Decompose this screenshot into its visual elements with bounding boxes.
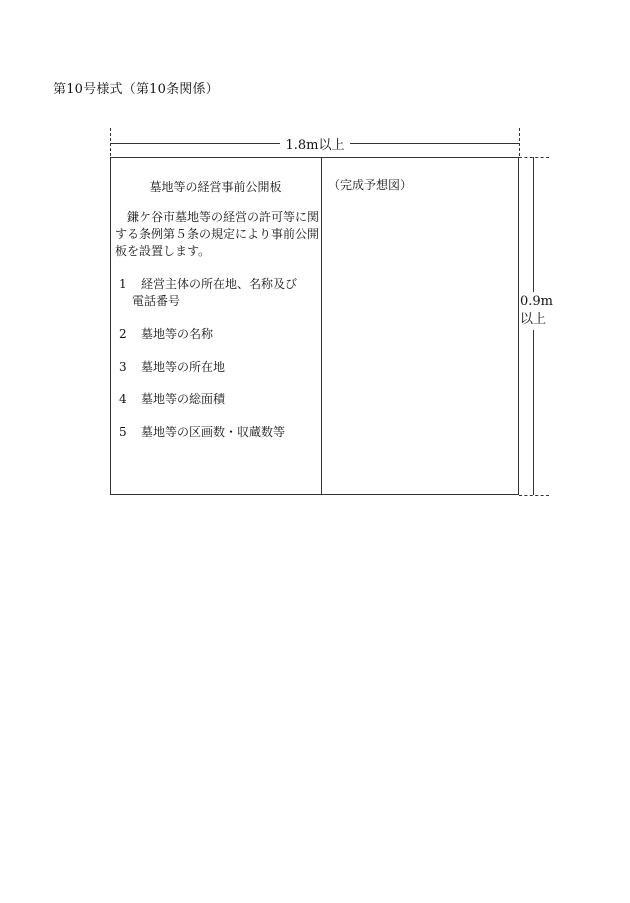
item-text: 経営主体の所在地、名称及び [141, 277, 298, 291]
item-text: 墓地等の所在地 [141, 360, 226, 374]
width-dimension-line-left [110, 143, 280, 144]
item-text: 墓地等の名称 [141, 327, 214, 341]
board-item-5 [119, 424, 285, 441]
height-dimension-label [520, 293, 560, 329]
completion-drawing-label: （完成予想図） [328, 178, 413, 192]
board-divider [321, 157, 322, 495]
board-item-4 [119, 391, 225, 408]
board-item-2 [119, 326, 213, 343]
width-dimension-right-tick [519, 128, 520, 156]
item-text: 墓地等の区画数・収蔵数等 [141, 425, 286, 439]
board-item-3 [119, 359, 225, 376]
board-intro-text: 鎌ケ谷市墓地等の経営の許可等に関する条例第５条の規定により事前公開板を設置します。 [115, 210, 320, 258]
form-title: 第10号様式（第10条関係） [53, 82, 219, 97]
width-dimension-label: 1.8m以上 [281, 134, 349, 153]
height-dimension-line-top [533, 157, 534, 292]
board-title: 墓地等の経営事前公開板 [149, 180, 282, 194]
board-item-1 [119, 276, 319, 293]
item-number: 2 [119, 327, 127, 341]
item-number: 5 [119, 425, 127, 439]
item-number: 4 [119, 392, 127, 406]
item-number: 1 [119, 277, 127, 291]
height-label-line1: 0.9m [520, 294, 554, 309]
height-label-line2: 以上 [520, 312, 547, 327]
height-dimension-line-bottom [533, 330, 534, 495]
board-item-1-continuation: 電話番号 [132, 294, 181, 308]
height-dimension-top-tick [519, 157, 549, 158]
height-dimension-bottom-tick [519, 495, 549, 496]
width-dimension-line-right [350, 143, 519, 144]
item-number: 3 [119, 360, 127, 374]
item-text: 墓地等の総面積 [141, 392, 226, 406]
width-dimension-left-tick [110, 128, 111, 156]
